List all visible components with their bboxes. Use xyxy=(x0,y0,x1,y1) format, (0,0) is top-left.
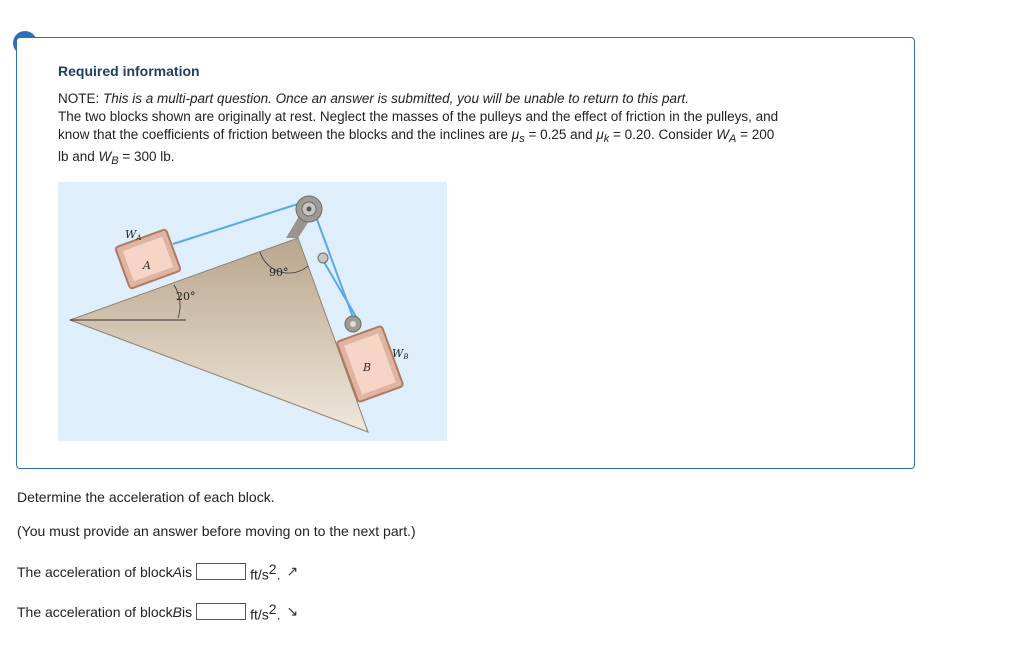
wedge-shape xyxy=(70,238,368,432)
acceleration-b-input[interactable] xyxy=(196,603,246,620)
label-wa: WA xyxy=(125,228,142,242)
note-text: This is a multi-part question. Once an answer is submitted, you will be unable to return to this part. xyxy=(103,91,690,106)
problem-statement xyxy=(58,90,888,170)
note-line: NOTE: This is a multi-part question. Once an answer is submitted, you will be unable to return to this part. xyxy=(58,91,690,106)
direction-up-right-icon: ↗ xyxy=(286,563,299,580)
figure-drawing xyxy=(58,182,447,441)
required-information-card xyxy=(16,37,915,469)
label-a: A xyxy=(143,259,151,272)
unit-label: $ft/s^2$. xyxy=(250,561,281,583)
unit-label: $ft/s^2$. xyxy=(250,601,281,623)
label-wb: WB xyxy=(392,347,409,361)
label-b: B xyxy=(363,361,372,374)
problem-line-1: The two blocks shown are originally at rest. Neglect the masses of the pulleys and the effect of friction in the pulleys, and xyxy=(58,109,779,124)
must-answer-note: (You must provide an answer before moving on to the next part.) xyxy=(17,523,416,539)
question-prompt: Determine the acceleration of each block. xyxy=(17,489,275,505)
incline-pulley-figure xyxy=(58,182,447,441)
direction-down-right-icon: ↘ xyxy=(286,603,299,620)
cable-right-to-b xyxy=(324,262,358,320)
label-angle-20: 20° xyxy=(176,290,196,303)
acceleration-a-input[interactable] xyxy=(196,563,246,580)
label-angle-90: 90° xyxy=(269,266,289,279)
small-pulley xyxy=(318,253,328,263)
card-heading: Required information xyxy=(58,63,200,79)
problem-line-2: know that the coefficients of friction between the blocks and the inclines are $\mu_s = 0.25$ and $\mu_k = 0.20$. Consider $W_A = 200$ xyxy=(58,127,775,145)
problem-line-3: lb and $W_B = 300$ lb. xyxy=(58,149,175,167)
block-b-answer-row: The acceleration of block B is $ft/s^2$. ↘ xyxy=(17,601,299,623)
cable-a xyxy=(173,202,304,244)
block-a-answer-row: The acceleration of block A is $ft/s^2$. ↗ xyxy=(17,561,299,583)
